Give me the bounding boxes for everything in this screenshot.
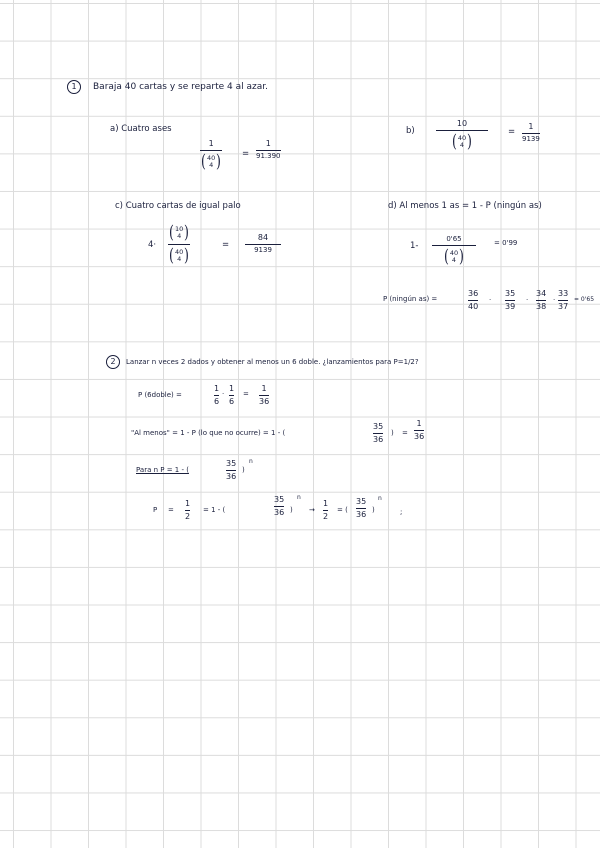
result-numerator: 1 [528, 122, 534, 131]
denominator: 2 [185, 511, 191, 521]
product-result: = 0'65 [574, 296, 595, 303]
factor-denominator: 6 [229, 396, 235, 406]
part-c-fraction [168, 224, 190, 265]
close-paren: ) [242, 466, 245, 474]
problem-2-statement: Lanzar n veces 2 dados y obtener al menos un 6 doble. ¿lanzamientos para P=1/2? [126, 358, 419, 366]
result-numerator: 1 [265, 139, 271, 148]
semicolon: ; [400, 508, 403, 516]
part-b-numerator: 10 [456, 119, 468, 128]
part-c-bottom-binomial: ( 40 4 ) [169, 244, 190, 266]
part-b-binomial: ( 40 4 ) [451, 130, 473, 152]
p-symbol: P [153, 506, 158, 514]
denominator: 36 [226, 471, 237, 481]
fraction [373, 423, 383, 444]
exponent: n [297, 494, 301, 501]
result-denominator: 36 [259, 396, 270, 406]
fraction [274, 496, 284, 517]
part-d-one-minus: 1- [410, 241, 419, 251]
part-d-label: d) Al menos 1 as = 1 - P (ningún as) [388, 201, 542, 211]
dot: · [222, 390, 225, 398]
part-b-label: b) [406, 126, 415, 136]
numerator: 35 [226, 459, 237, 468]
result-denominator: 36 [414, 431, 425, 441]
result-denominator: 91.390 [256, 151, 281, 160]
factor-2 [505, 290, 515, 311]
binom-top: 40 [449, 248, 459, 257]
close-paren: ) [290, 506, 293, 514]
part-c-result [245, 234, 281, 254]
result-denominator: 9139 [522, 134, 540, 143]
factor [214, 385, 219, 406]
factor-denominator: 39 [505, 301, 516, 311]
denominator: 36 [373, 434, 384, 444]
problem-number-circle: 2 [106, 355, 120, 369]
factor-denominator: 6 [214, 396, 220, 406]
close-paren: ) [372, 506, 375, 514]
half [323, 500, 328, 521]
binom-bottom: 4 [177, 232, 182, 240]
al-menos-line: "Al menos" = 1 - P (lo que no ocurre) = 1 - ( [131, 429, 286, 437]
part-a-equals: = [242, 149, 250, 159]
binom-bottom: 4 [459, 140, 465, 149]
numerator: 35 [356, 497, 367, 506]
equals-paren: = ( [337, 506, 348, 514]
part-d-binomial: ( 40 4 ) [443, 245, 465, 267]
fraction [356, 498, 366, 519]
part-a-binomial: ( 40 4 ) [201, 150, 222, 172]
part-d-numerator: 0'65 [446, 235, 462, 243]
binom-bottom: 4 [177, 254, 182, 263]
exponent: n [378, 495, 382, 502]
part-a-fraction [200, 140, 222, 171]
numerator: 1 [323, 499, 329, 508]
denominator: 36 [356, 509, 367, 519]
dot: · [526, 296, 529, 304]
denominator: 2 [323, 511, 329, 521]
p-ningun-as-label: P (ningún as) = [383, 295, 438, 303]
factor-3 [536, 290, 546, 311]
problem-1-heading [67, 80, 268, 94]
para-n-label: Para n P = 1 - ( [136, 466, 189, 474]
binom-top: 40 [457, 133, 467, 142]
factor-numerator: 1 [229, 384, 235, 393]
exponent: n [249, 458, 253, 465]
arrow: → [309, 506, 315, 514]
equals: = [243, 390, 249, 398]
binom-bottom: 4 [451, 255, 457, 264]
factor-4 [558, 290, 568, 311]
binom-top: 40 [175, 247, 184, 256]
numerator: 1 [185, 499, 191, 508]
factor-numerator: 33 [558, 289, 569, 298]
part-c-equals: = [222, 240, 230, 250]
factor-denominator: 37 [558, 301, 569, 311]
result-denominator: 9139 [254, 245, 272, 254]
binom-top: 10 [175, 225, 184, 234]
part-d-fraction [432, 236, 476, 266]
result-numerator: 84 [257, 233, 269, 242]
denominator: 36 [274, 507, 285, 517]
part-d-result: = 0'99 [494, 239, 518, 247]
part-a-numerator: 1 [208, 139, 214, 148]
one-minus: = 1 - ( [203, 506, 226, 514]
close-paren: ) [391, 429, 394, 437]
part-c-label: c) Cuatro cartas de igual palo [115, 201, 241, 211]
binom-top: 40 [207, 153, 216, 162]
problem-2-heading [106, 355, 419, 369]
factor-numerator: 34 [536, 289, 547, 298]
dot: · [553, 296, 556, 304]
factor-1 [468, 290, 478, 311]
result [259, 385, 269, 406]
binom-bottom: 4 [209, 160, 214, 169]
part-c-coefficient: 4· [148, 240, 157, 250]
part-b-result [522, 123, 540, 143]
dot: · [489, 296, 492, 304]
part-a-result [256, 140, 281, 160]
numerator: 35 [274, 495, 285, 504]
factor-numerator: 36 [468, 289, 479, 298]
equals: = [168, 506, 174, 514]
part-b-fraction [436, 120, 488, 151]
part-c-top-binomial: ( 10 4 ) [169, 222, 190, 243]
problem-number-circle: 1 [67, 80, 81, 94]
result [414, 420, 424, 441]
factor-numerator: 1 [214, 384, 220, 393]
result-numerator: 1 [416, 419, 422, 428]
factor [229, 385, 234, 406]
part-b-equals: = [508, 127, 516, 137]
factor-numerator: 35 [505, 289, 516, 298]
numerator: 35 [373, 422, 384, 431]
factor-denominator: 40 [468, 301, 479, 311]
problem-1-statement: Baraja 40 cartas y se reparte 4 al azar. [93, 82, 268, 92]
factor-denominator: 38 [536, 301, 547, 311]
para-n-line [136, 467, 189, 474]
result-numerator: 1 [261, 384, 267, 393]
equals: = [402, 429, 408, 437]
p6doble-label: P (6doble) = [138, 391, 182, 399]
part-a-label: a) Cuatro ases [110, 124, 172, 134]
half [185, 500, 190, 521]
fraction [226, 460, 236, 481]
